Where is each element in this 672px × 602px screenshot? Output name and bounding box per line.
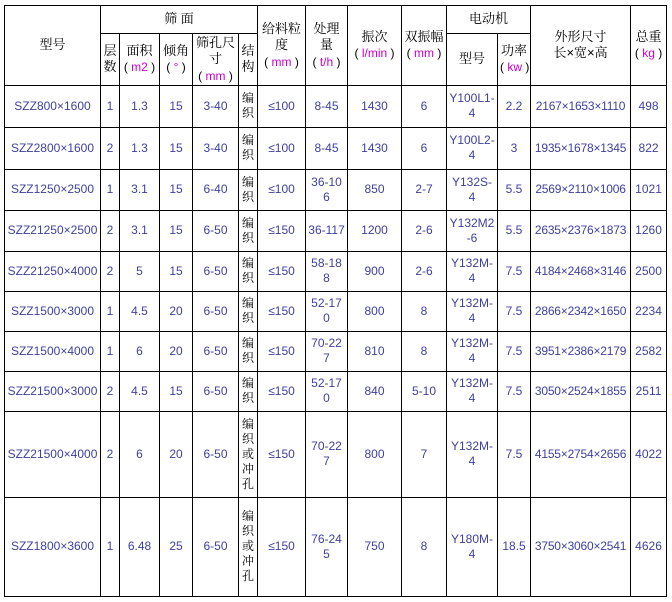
- incline-angle-cell: 20: [160, 411, 193, 497]
- total-weight-cell: 2511: [631, 371, 667, 411]
- area-cell: 1.3: [120, 127, 160, 169]
- vib-frequency-unit: ( l/min ): [355, 46, 395, 60]
- motor-model-cell: Y132M-4: [447, 371, 498, 411]
- structure-cell: 编织: [239, 169, 258, 210]
- area-unit: ( m2 ): [124, 60, 155, 74]
- col-header-dimensions: [531, 6, 631, 86]
- layers-cell: 2: [101, 127, 120, 169]
- structure-label: 结构: [241, 43, 255, 75]
- capacity-cell: 8-45: [306, 85, 348, 127]
- aperture-size-cell: 6-40: [193, 169, 239, 210]
- dimensions-cell: 4155×2754×2656: [531, 411, 631, 497]
- amplitude-cell: 2-6: [402, 210, 447, 251]
- dimensions-cell: 3050×2524×1855: [531, 371, 631, 411]
- layers-cell: 1: [101, 331, 120, 371]
- table-row: [5, 411, 667, 497]
- area-cell: 1.3: [120, 85, 160, 127]
- feed-size-unit: ( mm ): [264, 55, 299, 69]
- feed-size-label: 给料粒度: [262, 21, 302, 53]
- vibration-frequency-cell: 810: [348, 331, 402, 371]
- feed-size-cell: ≤150: [258, 331, 306, 371]
- area-cell: 3.1: [120, 169, 160, 210]
- layers-cell: 1: [101, 291, 120, 331]
- motor-power-cell: 7.5: [498, 371, 531, 411]
- structure-cell: 编织或冲孔: [239, 411, 258, 497]
- col-header-structure: [239, 34, 258, 86]
- model-cell: SZZ21500×4000: [5, 411, 101, 497]
- feed-size-cell: ≤100: [258, 85, 306, 127]
- motor-model-cell: Y180M-4: [447, 497, 498, 596]
- motor-model-cell: Y100L2-4: [447, 127, 498, 169]
- aperture-size-cell: 6-50: [193, 210, 239, 251]
- layers-cell: 2: [101, 371, 120, 411]
- table-row: [5, 169, 667, 210]
- incline-angle-cell: 15: [160, 251, 193, 291]
- dimensions-cell: 3951×2386×2179: [531, 331, 631, 371]
- structure-cell: 编织: [239, 210, 258, 251]
- feed-size-cell: ≤150: [258, 411, 306, 497]
- col-header-power: [498, 34, 531, 86]
- motor-model-label: 型号: [459, 51, 486, 67]
- dimensions-cell: 2167×1653×1110: [531, 85, 631, 127]
- model-cell: SZZ1500×3000: [5, 291, 101, 331]
- capacity-unit: ( t/h ): [313, 55, 341, 69]
- capacity-cell: 36-117: [306, 210, 348, 251]
- aperture-size-cell: 3-40: [193, 85, 239, 127]
- model-cell: SZZ1500×4000: [5, 331, 101, 371]
- motor-model-cell: Y132M-4: [447, 251, 498, 291]
- weight-unit: ( kg ): [635, 46, 662, 60]
- incline-angle-cell: 15: [160, 371, 193, 411]
- header-row-1: [5, 6, 667, 34]
- feed-size-cell: ≤150: [258, 371, 306, 411]
- col-header-motor-model: [447, 34, 498, 86]
- motor-power-cell: 7.5: [498, 251, 531, 291]
- motor-group-label: 电动机: [469, 11, 509, 27]
- amplitude-cell: 6: [402, 85, 447, 127]
- col-header-area: [120, 34, 160, 86]
- model-cell: SZZ1800×3600: [5, 497, 101, 596]
- motor-model-cell: Y132S-4: [447, 169, 498, 210]
- vibration-frequency-cell: 1200: [348, 210, 402, 251]
- motor-power-cell: 7.5: [498, 331, 531, 371]
- total-weight-cell: 2582: [631, 331, 667, 371]
- total-weight-cell: 2500: [631, 251, 667, 291]
- motor-power-cell: 18.5: [498, 497, 531, 596]
- spec-table: [4, 5, 667, 597]
- layers-cell: 1: [101, 169, 120, 210]
- col-header-layers: [101, 34, 120, 86]
- table-row: [5, 371, 667, 411]
- motor-model-cell: Y132M-4: [447, 291, 498, 331]
- screen-surface-label: 筛 面: [164, 11, 194, 27]
- total-weight-cell: 2234: [631, 291, 667, 331]
- motor-power-cell: 7.5: [498, 411, 531, 497]
- amplitude-cell: 8: [402, 497, 447, 596]
- aperture-size-cell: 6-50: [193, 497, 239, 596]
- vibration-frequency-cell: 840: [348, 371, 402, 411]
- table-row: [5, 497, 667, 596]
- vibration-frequency-cell: 800: [348, 291, 402, 331]
- layers-cell: 1: [101, 85, 120, 127]
- motor-power-cell: 5.5: [498, 169, 531, 210]
- feed-size-cell: ≤150: [258, 210, 306, 251]
- weight-label: 总重: [635, 29, 662, 45]
- aperture-size-cell: 6-50: [193, 331, 239, 371]
- motor-model-cell: Y132M2-6: [447, 210, 498, 251]
- amplitude-cell: 7: [402, 411, 447, 497]
- area-cell: 4.5: [120, 371, 160, 411]
- capacity-cell: 70-227: [306, 411, 348, 497]
- amplitude-cell: 5-10: [402, 371, 447, 411]
- col-header-vibration-frequency: [348, 6, 402, 86]
- vibration-frequency-cell: 750: [348, 497, 402, 596]
- total-weight-cell: 4626: [631, 497, 667, 596]
- dimensions-cell: 3750×3060×2541: [531, 497, 631, 596]
- model-cell: SZZ800×1600: [5, 85, 101, 127]
- aperture-label: 筛孔尺寸: [195, 35, 235, 67]
- col-header-model: [5, 6, 101, 86]
- total-weight-cell: 1260: [631, 210, 667, 251]
- table-row: [5, 127, 667, 169]
- feed-size-cell: ≤100: [258, 127, 306, 169]
- col-header-feed-size: [258, 6, 306, 86]
- model-cell: SZZ21250×2500: [5, 210, 101, 251]
- dimensions-label-line1: 外形尺寸: [554, 29, 607, 45]
- aperture-size-cell: 6-50: [193, 411, 239, 497]
- incline-angle-cell: 25: [160, 497, 193, 596]
- area-cell: 4.5: [120, 291, 160, 331]
- motor-power-cell: 2.2: [498, 85, 531, 127]
- aperture-size-cell: 3-40: [193, 127, 239, 169]
- amplitude-cell: 8: [402, 291, 447, 331]
- feed-size-cell: ≤150: [258, 291, 306, 331]
- vibration-frequency-cell: 900: [348, 251, 402, 291]
- capacity-cell: 52-170: [306, 371, 348, 411]
- structure-cell: 编织: [239, 371, 258, 411]
- vibration-frequency-cell: 800: [348, 411, 402, 497]
- motor-power-cell: 5.5: [498, 210, 531, 251]
- incline-angle-cell: 20: [160, 291, 193, 331]
- layers-cell: 2: [101, 251, 120, 291]
- vibration-frequency-cell: 850: [348, 169, 402, 210]
- amplitude-cell: 6: [402, 127, 447, 169]
- dimensions-cell: 4184×2468×3146: [531, 251, 631, 291]
- capacity-cell: 52-170: [306, 291, 348, 331]
- model-cell: SZZ21250×4000: [5, 251, 101, 291]
- capacity-label: 处理量: [313, 21, 340, 53]
- motor-power-cell: 7.5: [498, 291, 531, 331]
- amplitude-label: 双振幅: [404, 29, 444, 45]
- table-row: [5, 331, 667, 371]
- incline-unit: ( ° ): [166, 60, 186, 74]
- amplitude-cell: 8: [402, 331, 447, 371]
- capacity-cell: 8-45: [306, 127, 348, 169]
- structure-cell: 编织: [239, 251, 258, 291]
- total-weight-cell: 822: [631, 127, 667, 169]
- table-row: [5, 291, 667, 331]
- feed-size-cell: ≤150: [258, 251, 306, 291]
- power-label: 功率: [501, 43, 528, 59]
- motor-model-cell: Y100L1-4: [447, 85, 498, 127]
- motor-model-cell: Y132M-4: [447, 331, 498, 371]
- incline-angle-cell: 15: [160, 169, 193, 210]
- col-header-capacity: [306, 6, 348, 86]
- total-weight-cell: 498: [631, 85, 667, 127]
- feed-size-cell: ≤150: [258, 497, 306, 596]
- aperture-size-cell: 6-50: [193, 371, 239, 411]
- capacity-cell: 36-106: [306, 169, 348, 210]
- aperture-size-cell: 6-50: [193, 291, 239, 331]
- incline-angle-cell: 15: [160, 85, 193, 127]
- structure-cell: 编织: [239, 291, 258, 331]
- spec-table-body: [5, 85, 667, 596]
- layers-cell: 2: [101, 210, 120, 251]
- total-weight-cell: 4022: [631, 411, 667, 497]
- layers-cell: 1: [101, 497, 120, 596]
- area-cell: 6: [120, 411, 160, 497]
- col-group-screen-surface: [101, 6, 258, 34]
- col-header-total-weight: [631, 6, 667, 86]
- area-cell: 6.48: [120, 497, 160, 596]
- capacity-cell: 58-188: [306, 251, 348, 291]
- model-label: 型号: [39, 37, 66, 53]
- model-cell: SZZ21500×3000: [5, 371, 101, 411]
- layers-cell: 2: [101, 411, 120, 497]
- incline-label: 倾角: [162, 43, 189, 59]
- layers-label: 层数: [103, 43, 117, 75]
- aperture-unit: ( mm ): [198, 69, 233, 83]
- motor-power-cell: 3: [498, 127, 531, 169]
- dimensions-cell: 2569×2110×1006: [531, 169, 631, 210]
- area-cell: 3.1: [120, 210, 160, 251]
- model-cell: SZZ1250×2500: [5, 169, 101, 210]
- structure-cell: 编织: [239, 85, 258, 127]
- dimensions-cell: 2635×2376×1873: [531, 210, 631, 251]
- col-group-motor: [447, 6, 531, 34]
- vibration-frequency-cell: 1430: [348, 85, 402, 127]
- total-weight-cell: 1021: [631, 169, 667, 210]
- power-unit: ( kw ): [500, 60, 529, 74]
- structure-cell: 编织: [239, 331, 258, 371]
- area-cell: 5: [120, 251, 160, 291]
- model-cell: SZZ2800×1600: [5, 127, 101, 169]
- structure-cell: 编织: [239, 127, 258, 169]
- col-header-amplitude: [402, 6, 447, 86]
- dimensions-cell: 1935×1678×1345: [531, 127, 631, 169]
- amplitude-cell: 2-6: [402, 251, 447, 291]
- table-row: [5, 210, 667, 251]
- vib-frequency-label: 振次: [361, 29, 388, 45]
- amplitude-cell: 2-7: [402, 169, 447, 210]
- vibration-frequency-cell: 1430: [348, 127, 402, 169]
- col-header-incline: [160, 34, 193, 86]
- dimensions-label-line2: 长×宽×高: [553, 45, 608, 61]
- capacity-cell: 70-227: [306, 331, 348, 371]
- incline-angle-cell: 15: [160, 210, 193, 251]
- aperture-size-cell: 6-50: [193, 251, 239, 291]
- area-label: 面积: [126, 43, 153, 59]
- structure-cell: 编织或冲孔: [239, 497, 258, 596]
- incline-angle-cell: 15: [160, 127, 193, 169]
- amplitude-unit: ( mm ): [407, 46, 442, 60]
- motor-model-cell: Y132M-4: [447, 411, 498, 497]
- dimensions-cell: 2866×2342×1650: [531, 291, 631, 331]
- table-row: [5, 85, 667, 127]
- table-row: [5, 251, 667, 291]
- col-header-aperture: [193, 34, 239, 86]
- feed-size-cell: ≤100: [258, 169, 306, 210]
- capacity-cell: 76-245: [306, 497, 348, 596]
- incline-angle-cell: 20: [160, 331, 193, 371]
- area-cell: 6: [120, 331, 160, 371]
